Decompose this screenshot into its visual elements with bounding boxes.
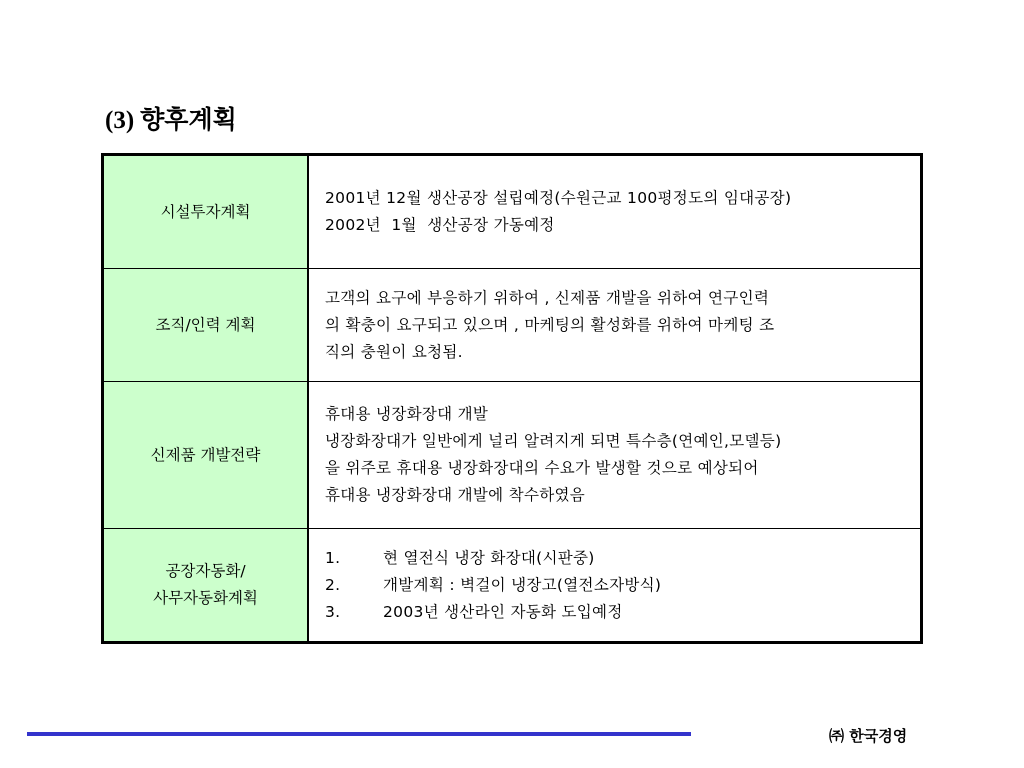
plan-table [101, 153, 923, 644]
content-line: 냉장화장대가 일반에게 널리 알려지게 되면 특수층(연예인,모델등) [325, 432, 782, 450]
row-content-automation [308, 529, 922, 643]
row-label-text: 조직/인력 계획 [155, 315, 256, 334]
table-row [103, 529, 922, 643]
content-line: 휴대용 냉장화장대 개발에 착수하였음 [325, 486, 586, 504]
row-label-facility [103, 155, 309, 269]
page-title [105, 100, 237, 136]
row-label-text: 공장자동화/ [165, 562, 246, 580]
row-label-text: 사무자동화계획 [153, 589, 258, 607]
row-label-automation [103, 529, 309, 643]
row-content-organization [308, 269, 922, 382]
company-name: ㈜ 한국경영 [829, 727, 908, 745]
section-number: (3) [105, 107, 135, 134]
list-item-number: 2. [325, 575, 341, 594]
content-line: 고객의 요구에 부응하기 위하여 , 신제품 개발을 위하여 연구인력 [325, 288, 770, 307]
list-item-number: 1. [325, 548, 341, 567]
content-line: 을 위주로 휴대용 냉장화장대의 수요가 발생할 것으로 예상되어 [325, 459, 759, 477]
content-line: 의 확충이 요구되고 있으며 , 마케팅의 활성화를 위하여 마케팅 조 [325, 315, 775, 334]
table-row [103, 155, 922, 269]
table-row [103, 382, 922, 529]
section-title: 향후계획 [140, 105, 237, 134]
list-item-text: 현 열전식 냉장 화장대(시판중) [383, 548, 595, 567]
row-label-text: 신제품 개발전략 [150, 445, 261, 464]
content-line: 직의 충원이 요청됨. [325, 342, 463, 361]
row-label-new-product [103, 382, 309, 529]
content-line: 휴대용 냉장화장대 개발 [325, 405, 489, 423]
row-content-new-product [308, 382, 922, 529]
content-line: 2001년 12월 생산공장 설립예정(수원근교 100평정도의 임대공장) [325, 189, 792, 207]
content-line: 2002년 1월 생산공장 가동예정 [325, 216, 555, 234]
list-item-text: 개발계획 : 벽걸이 냉장고(열전소자방식) [383, 575, 662, 594]
table-row [103, 269, 922, 382]
row-content-facility [308, 155, 922, 269]
list-item-text: 2003년 생산라인 자동화 도입예정 [383, 602, 623, 621]
footer-divider [27, 732, 691, 736]
list-item [325, 545, 906, 572]
row-label-text: 시설투자계획 [160, 202, 251, 221]
row-label-organization [103, 269, 309, 382]
list-item-number: 3. [325, 602, 341, 621]
list-item [325, 599, 906, 626]
list-item [325, 572, 906, 599]
